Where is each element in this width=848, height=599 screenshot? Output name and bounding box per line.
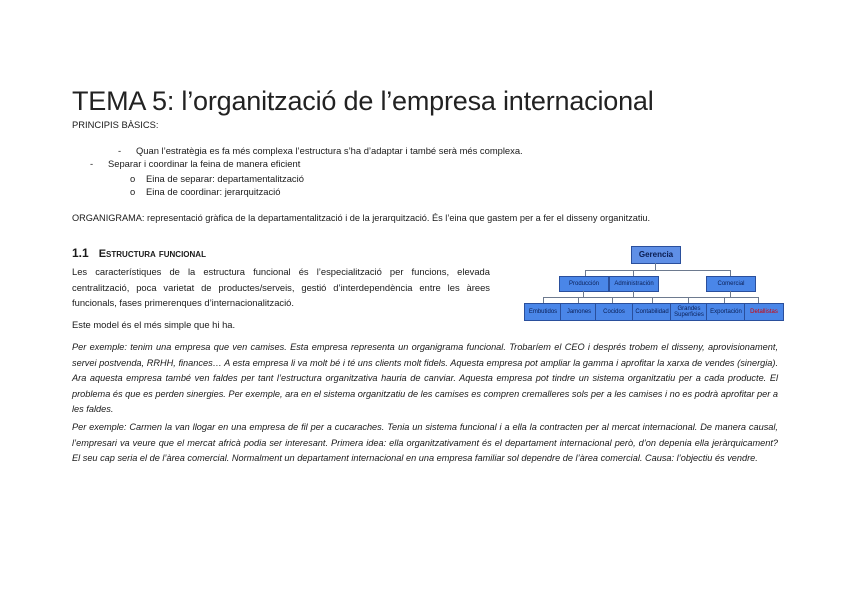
bullet-text: Separar i coordinar la feina de manera eficient [108, 158, 301, 169]
organigrama-definition: ORGANIGRAMA: representació gràfica de la departamentalització i de la jerarquització. És l’eina que gastem per a fer el disseny organitzatiu. [72, 213, 651, 223]
org-node-comercial: Comercial [706, 276, 756, 292]
section-heading [72, 246, 206, 260]
sub-bullet-mark: o [130, 173, 136, 184]
org-node-grandes-superficies: Grandes Superficies [670, 303, 708, 321]
bullet-text: Quan l’estratègia es fa més complexa l’estructura s’ha d’adaptar i també serà més complexa. [136, 145, 523, 156]
org-node-contabilidad: Contabilidad [632, 303, 672, 321]
sub-bullet-mark: o [130, 186, 136, 197]
section-number: 1.1 [72, 246, 89, 260]
sub-bullet-text: Eina de separar: departamentalització [146, 173, 304, 184]
sub-bullet-text: Eina de coordinar: jerarquització [146, 186, 281, 197]
bullet-mark: - [90, 158, 94, 169]
example-paragraph: Per exemple: tenim una empresa que ven camises. Esta empresa representa un organigrama funcional. Trobaríem el CEO i després trobem el disseny, aprovisionament, servei postvenda, RRHH, finances… A esta empresa li va molt bé i té uns clients molt fidels. Aquesta empresa pot ampliar la gamma i aprofitar la xarxa de vendes (sinergia). Ara aquesta empresa també ven faldes per tant l’estructura organitzativa hauria de canviar. Aquesta empresa pot tindre un sistema organitzatiu per a cada producte. El problema és que es perden sinergies. Per exemple, ara en el sistema organitzatiu de les camises es compren cremalleres sols per a les camises i no es podrà aprofitar per a les faldes. [72, 342, 778, 414]
org-node-cocidos: Cocidos [595, 303, 633, 321]
page-title: TEMA 5: l’organització de l’empresa internacional [72, 86, 654, 116]
section-paragraph: Les característiques de la estructura funcional és l’especialització per funcions, elevada centralització, poca varietat de productes/serveis, gestió d’interdependència entre les àrees funcionals, fases primerenques d’internacionalització. [72, 266, 490, 308]
section-title: Estructura funcional [98, 248, 206, 260]
section-paragraph-short: Este model és el més simple que hi ha. [72, 319, 236, 330]
org-node-administracion: Administración [609, 276, 659, 292]
example-paragraph: Per exemple: Carmen la van llogar en una empresa de fil per a cucaraches. Tenia un sistema funcional i a ella la contracten per al mercat internacional. De manera causal, l’empresari va veure que el mercat africà podia ser interesant. Primera idea: ella organitzativament és el departament internacional però, d’on depenia ella jeràrquicament? El seu cap seria el de l’àrea comercial. Normalment un departament internacional en una empresa familiar sol dependre de l’àrea comercial. Causa: l’objectiu és vendre. [72, 422, 778, 463]
org-node-gerencia: Gerencia [631, 246, 681, 264]
org-node-detallistas [744, 303, 784, 321]
org-node-exportacion: Exportación [706, 303, 746, 321]
bullet-mark: - [118, 145, 122, 156]
org-node-embutidos: Embutidos [524, 303, 562, 321]
org-node-detallistas-label: Detallistas [750, 308, 778, 315]
org-node-produccion: Producción [559, 276, 609, 292]
principles-heading: PRINCIPIS BÀSICS: [72, 119, 159, 130]
org-node-jamones: Jamones [560, 303, 598, 321]
